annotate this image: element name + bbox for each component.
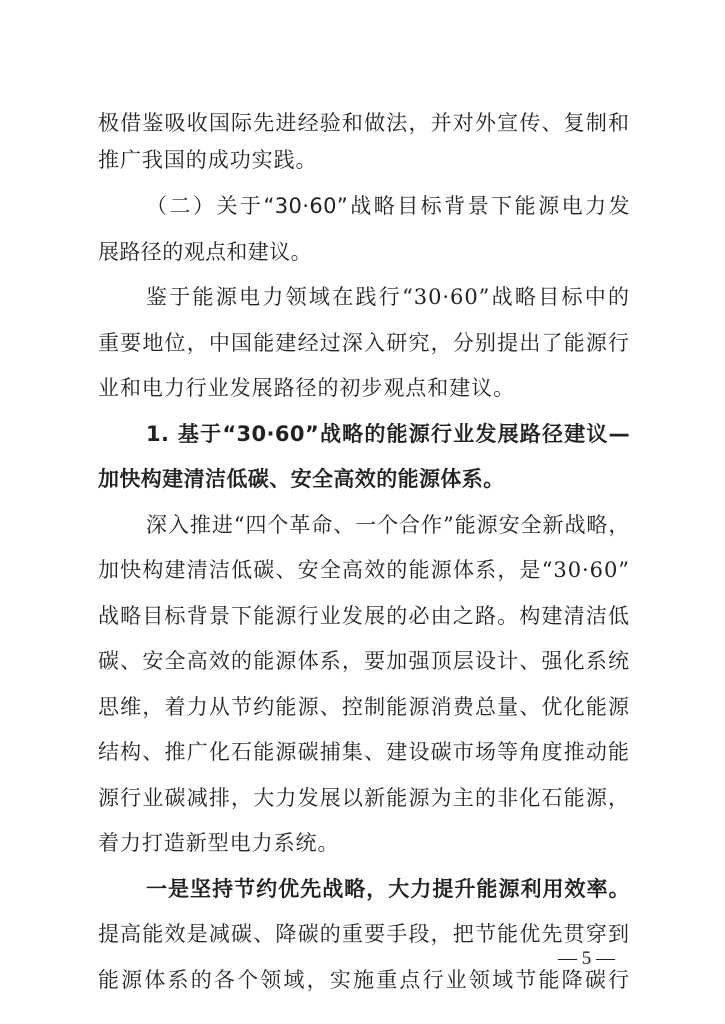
text-line: 战略目标背景下能源行业发展的必由之路。构建清洁低 — [98, 604, 630, 628]
text-line: 提高能效是减碳、降碳的重要手段，把节能优先贯穿到 — [98, 922, 630, 946]
text-line: 业和电力行业发展路径的初步观点和建议。 — [98, 376, 516, 400]
page-number: — 5 — — [558, 948, 615, 969]
text-line: 极借鉴吸收国际先进经验和做法，并对外宣传、复制和 — [98, 111, 630, 135]
text-line: 结构、推广化石能源碳捕集、建设碳市场等角度推动能 — [98, 740, 630, 764]
text-line: 碳、安全高效的能源体系，要加强顶层设计、强化系统 — [98, 649, 630, 673]
text-line: 着力打造新型电力系统。 — [98, 831, 340, 855]
section-heading: （二）关于“30·60”战略目标背景下能源电力发 — [146, 194, 630, 218]
emphasis-heading: 一是坚持节约优先战略，大力提升能源利用效率。 — [146, 877, 630, 901]
subsection-heading: 加快构建清洁低碳、安全高效的能源体系。 — [98, 467, 505, 491]
text-line: 深入推进“四个革命、一个合作”能源安全新战略， — [146, 513, 631, 537]
text-line: 鉴于能源电力领域在践行“30·60”战略目标中的 — [146, 285, 630, 309]
subsection-heading: 1. 基于“30·60”战略的能源行业发展路径建议— — [146, 422, 630, 446]
text-line: 能源体系的各个领域，实施重点行业领域节能降碳行 — [98, 968, 630, 992]
text-line: 思维，着力从节约能源、控制能源消费总量、优化能源 — [98, 695, 630, 719]
text-line: 重要地位，中国能建经过深入研究，分别提出了能源行 — [98, 331, 630, 355]
text-line: 推广我国的成功实践。 — [98, 148, 318, 172]
section-heading: 展路径的观点和建议。 — [98, 240, 312, 264]
text-line: 加快构建清洁低碳、安全高效的能源体系，是“30·60” — [98, 558, 630, 582]
text-line: 源行业碳减排，大力发展以新能源为主的非化石能源， — [98, 786, 630, 810]
